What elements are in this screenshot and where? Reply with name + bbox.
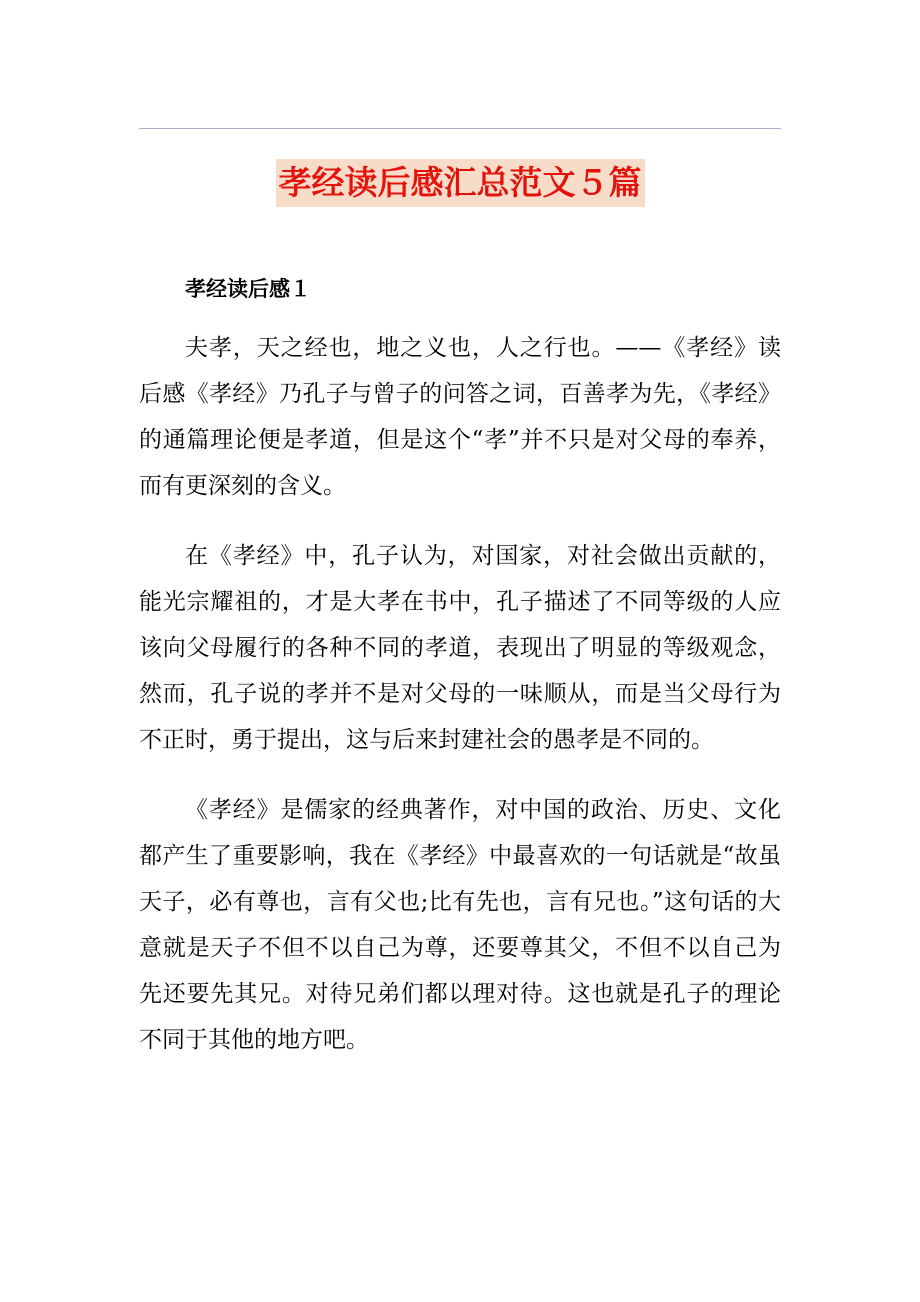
document-title: 孝经读后感汇总范文５篇	[276, 159, 645, 207]
title-container	[0, 159, 920, 207]
paragraph: 在《孝经》中，孔子认为，对国家，对社会做出贡献的，能光宗耀祖的，才是大孝在书中，孔子描述了不同等级的人应该向父母履行的各种不同的孝道，表现出了明显的等级观念，然而，孔子说的孝并不是对父母的一味顺从，而是当父母行为不正时，勇于提出，这与后来封建社会的愚孝是不同的。	[139, 543, 781, 753]
paragraph: 夫孝，天之经也，地之义也，人之行也。——《孝经》读后感《孝经》乃孔子与曾子的问答之词，百善孝为先，《孝经》的通篇理论便是孝道，但是这个“孝”并不只是对父母的奉养，而有更深刻的含义。	[139, 335, 781, 499]
header-rule	[139, 128, 781, 129]
paragraph: 《孝经》是儒家的经典著作，对中国的政治、历史、文化都产生了重要影响，我在《孝经》中最喜欢的一句话就是“故虽天子，必有尊也，言有父也;比有先也，言有兄也。”这句话的大意就是天子不但不以自己为尊，还要尊其父，不但不以自己为先还要先其兄。对待兄弟们都以理对待。这也就是孔子的理论不同于其他的地方吧。	[139, 797, 781, 1053]
document-body	[139, 270, 781, 1063]
section-heading: 孝经读后感１	[185, 277, 311, 301]
